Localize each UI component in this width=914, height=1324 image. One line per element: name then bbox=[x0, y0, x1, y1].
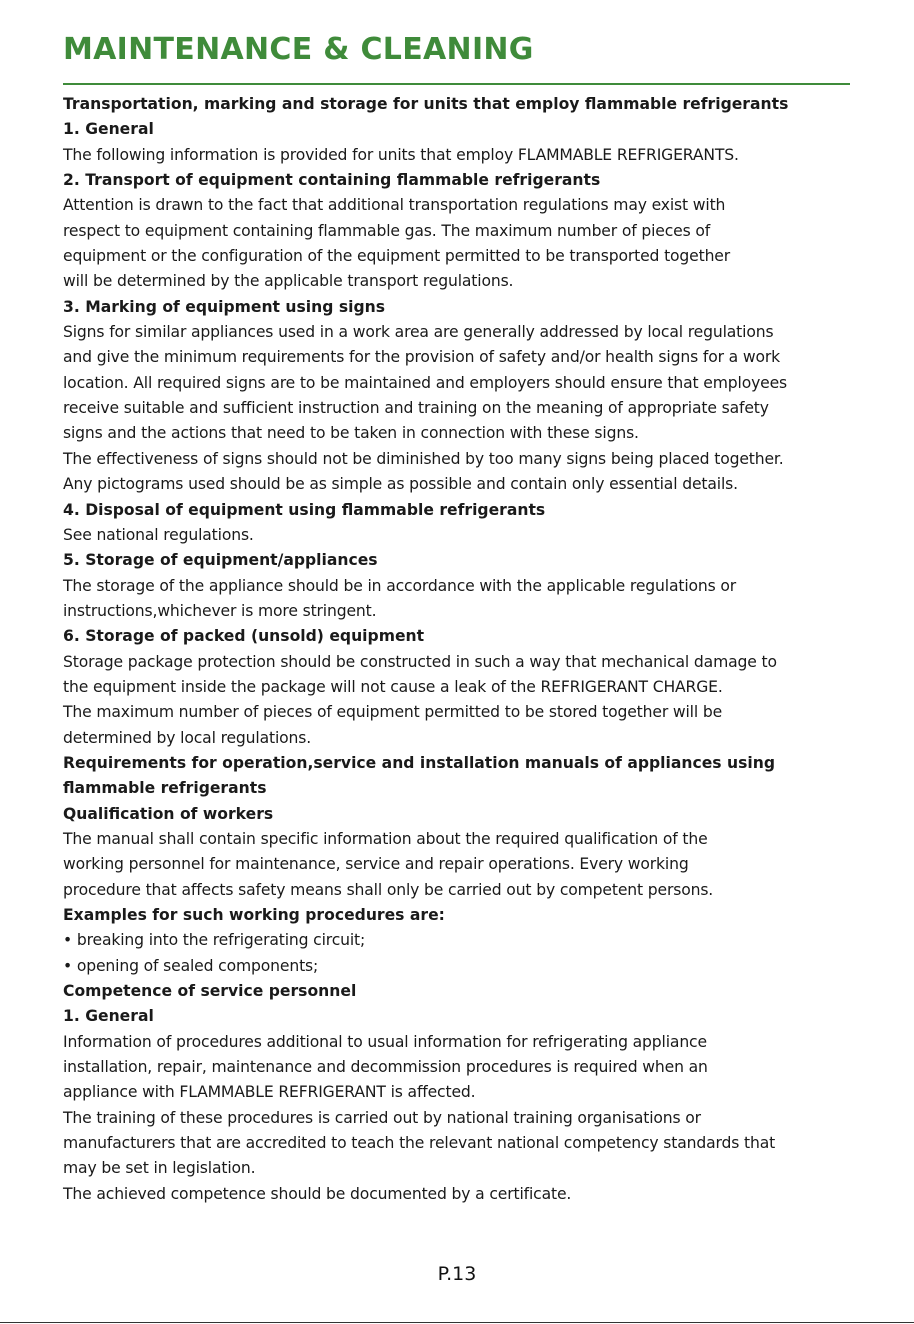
section-heading: Qualification of workers bbox=[63, 804, 274, 823]
body-text-line: Any pictograms used should be as simple as possible and contain only essential details. bbox=[63, 475, 738, 494]
body-text-line: • breaking into the refrigerating circuit; bbox=[63, 931, 366, 950]
section-heading: 1. General bbox=[63, 1007, 154, 1026]
body-text-line: Signs for similar appliances used in a work area are generally addressed by local regulations bbox=[63, 323, 774, 342]
body-text-line: Attention is drawn to the fact that additional transportation regulations may exist with bbox=[63, 196, 726, 215]
body-text-line: Storage package protection should be constructed in such a way that mechanical damage to bbox=[63, 652, 777, 671]
section-heading: 3. Marking of equipment using signs bbox=[63, 297, 386, 316]
body-text-line: procedure that affects safety means shall only be carried out by competent persons. bbox=[63, 880, 714, 899]
body-text-line: working personnel for maintenance, service and repair operations. Every working bbox=[63, 855, 689, 874]
body-text-line: The maximum number of pieces of equipment permitted to be stored together will be bbox=[63, 703, 723, 722]
section-heading: Examples for such working procedures are: bbox=[63, 906, 445, 924]
body-text-line: the equipment inside the package will not cause a leak of the REFRIGERANT CHARGE. bbox=[63, 677, 723, 696]
section-heading: 6. Storage of packed (unsold) equipment bbox=[63, 627, 425, 646]
body-text-line: respect to equipment containing flammable gas. The maximum number of pieces of bbox=[63, 221, 711, 240]
body-text-line: manufacturers that are accredited to teach the relevant national competency standards that bbox=[63, 1134, 776, 1153]
document-body bbox=[63, 92, 863, 1207]
section-heading: 5. Storage of equipment/appliances bbox=[63, 551, 378, 570]
body-text-line: and give the minimum requirements for the provision of safety and/or health signs for a work bbox=[63, 348, 780, 367]
body-text-line: The manual shall contain specific information about the required qualification of the bbox=[63, 829, 708, 848]
body-text-line: signs and the actions that need to be taken in connection with these signs. bbox=[63, 424, 639, 443]
body-text-line: equipment or the configuration of the equipment permitted to be transported together bbox=[63, 247, 731, 266]
title-divider bbox=[63, 83, 850, 85]
body-text-line: location. All required signs are to be maintained and employers should ensure that employees bbox=[63, 373, 788, 392]
body-text-line: The achieved competence should be documented by a certificate. bbox=[63, 1184, 572, 1203]
page-title: MAINTENANCE & CLEANING bbox=[63, 32, 534, 67]
body-text-line: The training of these procedures is carried out by national training organisations or bbox=[63, 1108, 701, 1127]
body-text-line: may be set in legislation. bbox=[63, 1159, 256, 1178]
section-heading: 4. Disposal of equipment using flammable refrigerants bbox=[63, 500, 546, 519]
section-heading: Competence of service personnel bbox=[63, 982, 357, 1001]
body-text-line: receive suitable and sufficient instruction and training on the meaning of appropriate safety bbox=[63, 399, 769, 418]
section-heading: flammable refrigerants bbox=[63, 779, 267, 798]
body-text-line: The following information is provided for units that employ FLAMMABLE REFRIGERANTS. bbox=[63, 145, 739, 164]
section-heading: Transportation, marking and storage for units that employ flammable refrigerants bbox=[63, 95, 789, 113]
section-heading: 2. Transport of equipment containing flammable refrigerants bbox=[63, 171, 601, 190]
section-heading: Requirements for operation,service and installation manuals of appliances using bbox=[63, 753, 776, 772]
body-text-line: appliance with FLAMMABLE REFRIGERANT is affected. bbox=[63, 1083, 476, 1102]
section-heading: 1. General bbox=[63, 120, 154, 139]
body-text-line: The storage of the appliance should be in accordance with the applicable regulations or bbox=[63, 576, 737, 595]
body-text-line: installation, repair, maintenance and decommission procedures is required when an bbox=[63, 1058, 708, 1077]
bottom-divider bbox=[0, 1322, 914, 1323]
body-text-line: Information of procedures additional to usual information for refrigerating appliance bbox=[63, 1032, 707, 1051]
page-number: P.13 bbox=[437, 1263, 477, 1285]
body-text-line: • opening of sealed components; bbox=[63, 956, 319, 975]
body-text-line: instructions,whichever is more stringent. bbox=[63, 601, 377, 620]
body-text-line: determined by local regulations. bbox=[63, 728, 312, 747]
body-text-line: See national regulations. bbox=[63, 525, 254, 544]
body-text-line: The effectiveness of signs should not be diminished by too many signs being placed together. bbox=[63, 449, 784, 468]
body-text-line: will be determined by the applicable transport regulations. bbox=[63, 272, 514, 291]
